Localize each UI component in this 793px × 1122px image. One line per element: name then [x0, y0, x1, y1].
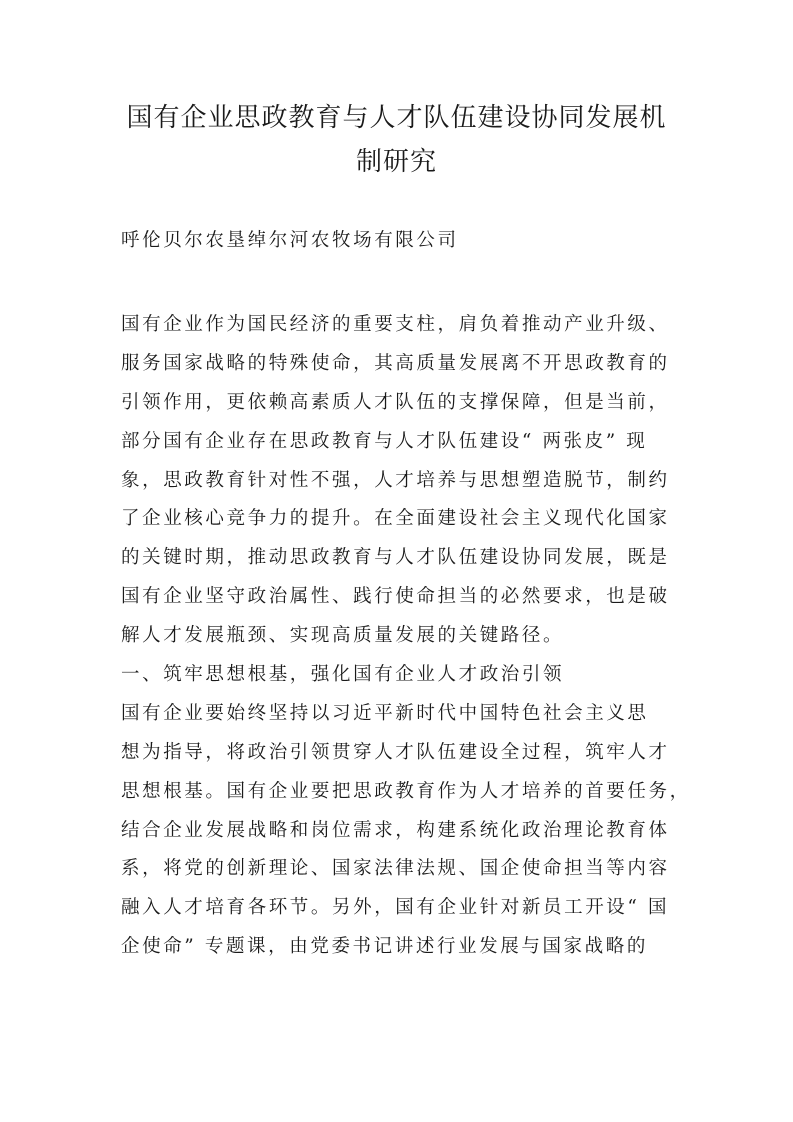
text-line: 国有企业坚守政治属性、践行使命担当的必然要求，也是破 [121, 586, 670, 608]
document-title [100, 96, 693, 184]
text-line: 国有企业要始终坚持以习近平新时代中国特色社会主义思 [121, 702, 649, 724]
author-affiliation: 呼伦贝尔农垦绰尔河农牧场有限公司 [121, 230, 459, 251]
text-line: 部分国有企业存在思政教育与人才队伍建设“ 两张皮” 现 [121, 430, 648, 452]
text-line: 思想根基。国有企业要把思政教育作为人才培养的首要任务， [121, 780, 691, 802]
text-line: 融入人才培育各环节。另外，国有企业针对新员工开设“ 国 [121, 897, 670, 919]
body-text [121, 306, 691, 967]
text-line: 象，思政教育针对性不强，人才培养与思想塑造脱节，制约 [121, 469, 670, 491]
text-line: 引领作用，更依赖高素质人才队伍的支撑保障，但是当前， [121, 391, 670, 413]
text-line: 结合企业发展战略和岗位需求，构建系统化政治理论教育体 [121, 819, 670, 841]
text-line: 想为指导，将政治引领贯穿人才队伍建设全过程，筑牢人才 [121, 741, 670, 763]
text-line: 解人才发展瓶颈、实现高质量发展的关键路径。 [121, 625, 565, 647]
text-line: 国有企业作为国民经济的重要支柱，肩负着推动产业升级、 [121, 314, 670, 335]
text-line: 服务国家战略的特殊使命，其高质量发展离不开思政教育的 [121, 352, 670, 374]
text-line: 企使命” 专题课，由党委书记讲述行业发展与国家战略的 [121, 936, 648, 958]
title-line-2: 制研究 [355, 147, 437, 177]
text-line: 系，将党的创新理论、国家法律法规、国企使命担当等内容 [121, 858, 670, 880]
text-line: 的关键时期，推动思政教育与人才队伍建设协同发展，既是 [121, 547, 670, 569]
section-heading: 一、筑牢思想根基，强化国有企业人才政治引领 [121, 664, 565, 686]
title-line-1: 国有企业思政教育与人才队伍建设协同发展机 [126, 103, 667, 133]
text-line: 了企业核心竞争力的提升。在全面建设社会主义现代化国家 [121, 508, 670, 530]
